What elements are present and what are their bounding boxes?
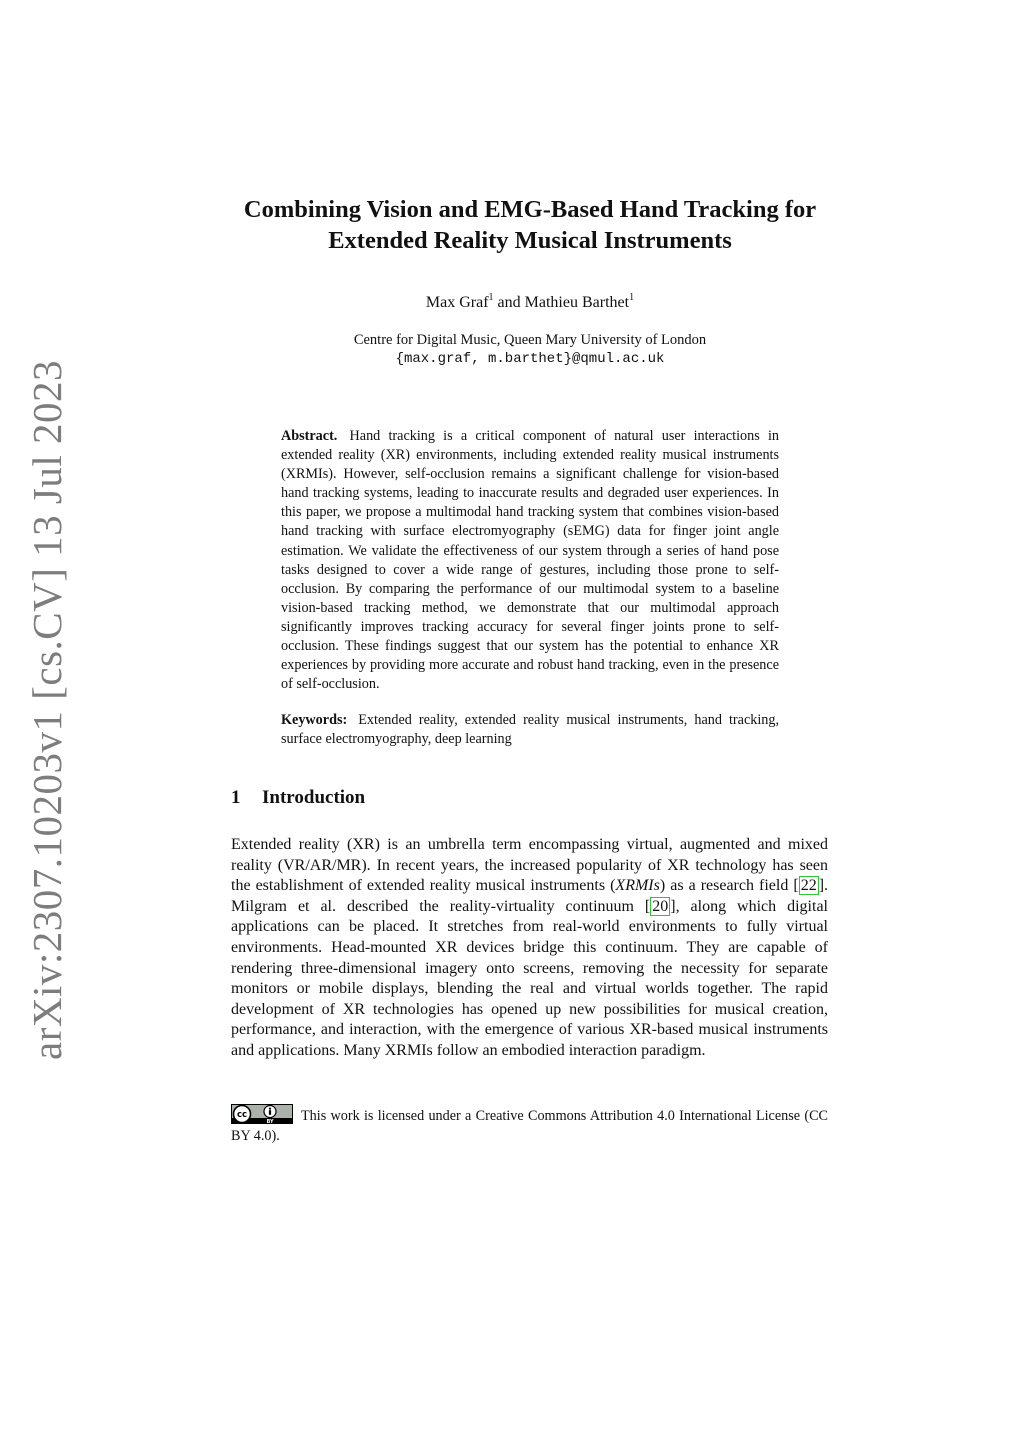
affil-mark-1: 1 [488,292,494,303]
intro-xrmis-term: XRMIs [615,877,660,895]
title-line-1: Combining Vision and EMG-Based Hand Tracking for [243,196,817,223]
author-list [230,293,830,313]
intro-text-1: Extended reality (XR) is an umbrella term encompassing virtual, augmented and mixed reality (VR/AR/MR). In recent years, the increased popularity of XR technology has seen the establishment of extended reality musical instruments ( [231,836,828,895]
paper-title [230,194,830,256]
affiliation: Centre for Digital Music, Queen Mary University of London [353,332,707,348]
keywords-text: Extended reality, extended reality musical instruments, hand tracking, surface electromyography, deep learning [281,712,780,748]
arxiv-identifier-stamp: arXiv:2307.10203v1 [cs.CV] 13 Jul 2023 [24,359,70,1060]
title-line-2: Extended Reality Musical Instruments [328,227,732,254]
abstract [281,427,779,694]
author-separator: and [493,294,525,311]
section-title: Introduction [262,787,366,808]
affiliation-block [230,331,830,369]
intro-text-2: ) as a research field [ [659,877,799,895]
intro-text-3: ]. Milgram et al. described the reality-virtuality continuum [ [231,877,829,915]
section-heading-introduction [231,786,365,810]
citation-link-20[interactable]: 20 [652,897,669,915]
citation-link-22[interactable]: 22 [800,877,817,895]
author-graf: Max Graf [425,294,489,311]
affil-mark-2: 1 [629,292,635,303]
author-emails[interactable]: {max.graf, m.barthet}@qmul.ac.uk [395,351,665,367]
cc-by-license-icon[interactable] [231,1104,293,1124]
license-footnote [231,1104,828,1146]
abstract-label: Abstract. [281,428,338,444]
license-text: This work is licensed under a Creative Commons Attribution 4.0 International License (CC BY 4.0). [231,1108,828,1144]
author-barthet: Mathieu Barthet [524,294,630,311]
intro-text-4: ], along which digital applications can be placed. It stretches from real-world environments to fully virtual environments. Head-mounted XR devices bridge this continuum. They are capable of rendering three-dimensional imagery onto screens, removing the necessity for separate monitors or mobile displays, blending the real and virtual worlds together. The rapid development of XR technologies has opened up new possibilities for musical creation, performance, and interaction, with the emergence of various XR-based musical instruments and applications. Many XRMIs follow an embodied interaction paradigm. [231,897,828,1059]
keywords [281,711,779,749]
section-number: 1 [231,787,241,808]
cc-badge-cc-text: cc [236,1110,248,1121]
introduction-paragraph [231,835,828,1062]
cc-badge-by-text: BY [266,1119,274,1124]
abstract-text: Hand tracking is a critical component of natural user interactions in extended reality (XR) environments, including extended reality musical instruments (XRMIs). However, self-occlusion remains a significant challenge for vision-based hand tracking systems, leading to inaccurate results and degraded user experiences. In this paper, we propose a multimodal hand tracking system that combines vision-based hand tracking with surface electromyography (sEMG) data for finger joint angle estimation. We validate the effectiveness of our system through a series of hand pose tasks designed to cover a wide range of gestures, including those prone to self-occlusion. By comparing the performance of our multimodal system to a baseline vision-based tracking method, we demonstrate that our multimodal approach significantly improves tracking accuracy for several finger joints prone to self-occlusion. These findings suggest that our system has the potential to enhance XR experiences by providing more accurate and robust hand tracking, even in the presence of self-occlusion. [281,428,779,693]
keywords-label: Keywords: [281,712,348,728]
